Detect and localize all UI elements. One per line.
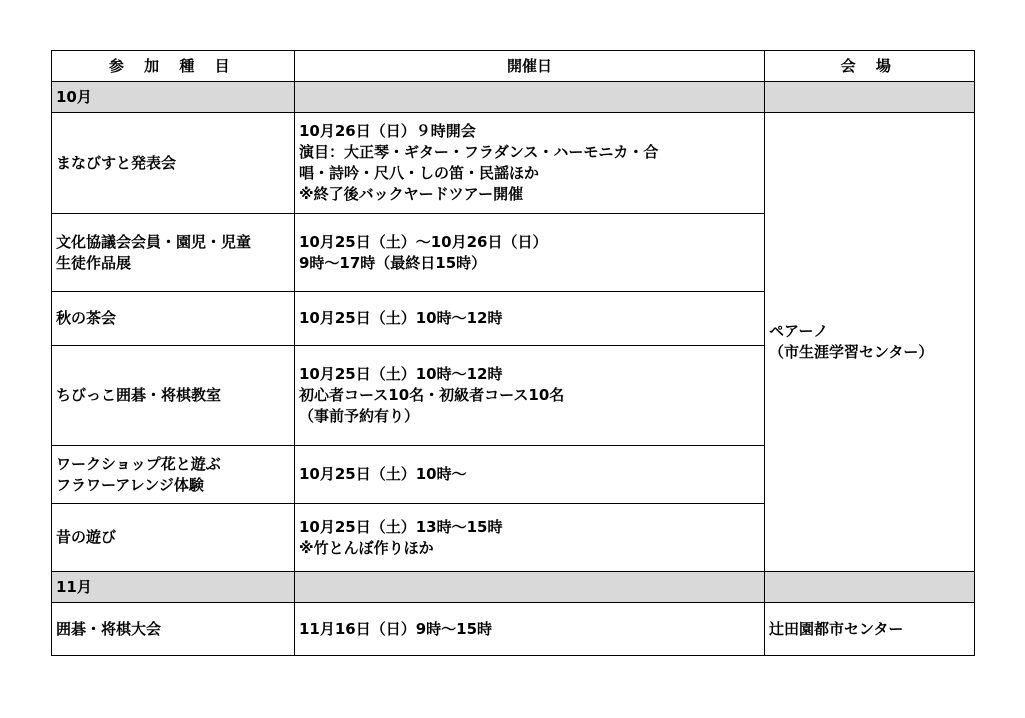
- event-date: 10月26日（日）９時開会 演目：大正琴・ギター・フラダンス・ハーモニカ・合 唱・詩吟・尺八・しの笛・民謡ほか ※終了後バックヤードツアー開催: [295, 113, 765, 214]
- event-date: 10月25日（土）10時～: [295, 446, 765, 504]
- month-row-blank: [295, 572, 765, 603]
- header-event: 参 加 種 目: [52, 51, 295, 82]
- event-name: ワークショップ花と遊ぶ フラワーアレンジ体験: [52, 446, 295, 504]
- event-date: 11月16日（日）9時～15時: [295, 603, 765, 656]
- event-date: 10月25日（土）13時～15時 ※竹とんぼ作りほか: [295, 504, 765, 572]
- event-schedule-table: [51, 50, 975, 656]
- header-venue: 会 場: [765, 51, 975, 82]
- venue-name: ペアーノ （市生涯学習センター）: [765, 113, 975, 572]
- event-name: 囲碁・将棋大会: [52, 603, 295, 656]
- header-date: 開催日: [295, 51, 765, 82]
- event-name: 秋の茶会: [52, 292, 295, 346]
- table-row: [52, 603, 975, 656]
- month-label: 10月: [52, 82, 295, 113]
- event-name: まなびすと発表会: [52, 113, 295, 214]
- venue-name: 辻田園都市センター: [765, 603, 975, 656]
- event-date: 10月25日（土）10時～12時: [295, 292, 765, 346]
- month-row-november: [52, 572, 975, 603]
- event-name: 昔の遊び: [52, 504, 295, 572]
- month-label: 11月: [52, 572, 295, 603]
- month-row-blank: [295, 82, 765, 113]
- header-row: [52, 51, 975, 82]
- event-name: ちびっこ囲碁・将棋教室: [52, 346, 295, 446]
- event-date: 10月25日（土）～10月26日（日） 9時～17時（最終日15時）: [295, 214, 765, 292]
- event-date: 10月25日（土）10時～12時 初心者コース10名・初級者コース10名 （事前予約有り）: [295, 346, 765, 446]
- table-row: [52, 113, 975, 214]
- month-row-october: [52, 82, 975, 113]
- month-row-blank: [765, 572, 975, 603]
- month-row-blank: [765, 82, 975, 113]
- event-name: 文化協議会会員・園児・児童 生徒作品展: [52, 214, 295, 292]
